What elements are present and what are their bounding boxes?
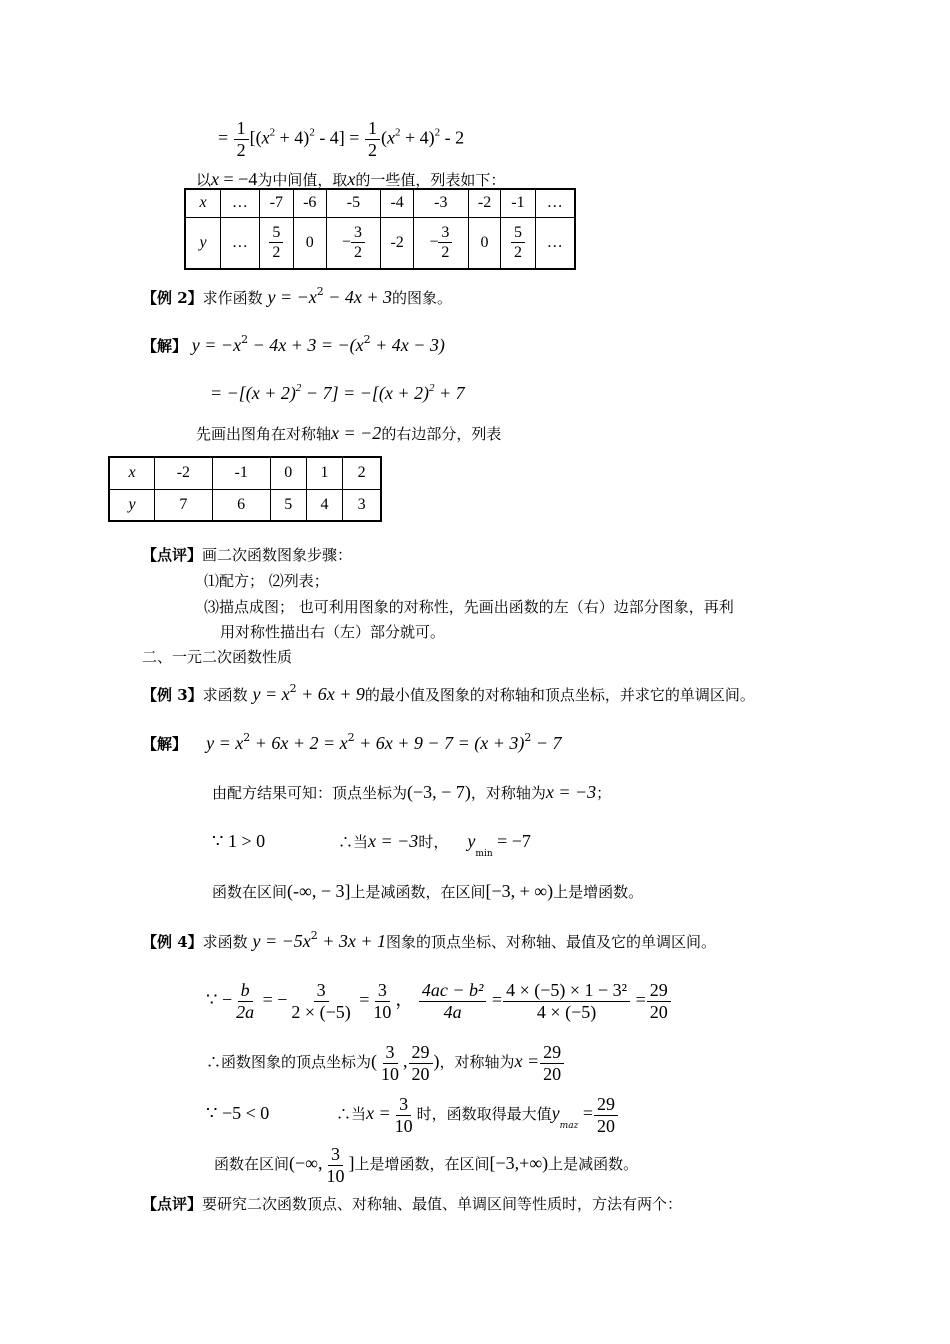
comment-1: 【点评】画二次函数图象步骤： bbox=[142, 546, 353, 564]
table2-y-label: y bbox=[109, 489, 155, 521]
table1-y-cell: 0 bbox=[293, 217, 326, 269]
example-2: 【例 2】求作函数 $y = -x^2 - 4x + 3$的图象。 bbox=[142, 285, 453, 307]
table2-y-cell: 7 bbox=[155, 489, 213, 521]
section-heading-2: 二、一元二次函数性质 bbox=[142, 648, 293, 666]
solution-3-line-4: 函数在区间(-∞, − 3]上是减函数，在区间[−3, + ∞)上是增函数。 bbox=[212, 881, 644, 901]
solution-3-line-1: 【解】 $y = x^2 + 6x + 2 = x^2 + 6x + 9 - 7 = (x + 3)^2 - 7$ bbox=[142, 731, 562, 753]
table1-x-cell: -3 bbox=[413, 189, 468, 217]
solution-4-line-3: ∵ −5 < 0 ∴当x = $\frac{3}{10}$ 时，函数取得最大值$y_{maz}$ = $\frac{29}{20}$ bbox=[206, 1094, 766, 1112]
solution-2-line-3: 先画出图角在对称轴x = −2的右边部分，列表 bbox=[196, 423, 502, 443]
table1-y-cell: $\frac{5}{2}$ bbox=[501, 217, 535, 269]
comment-2: 【点评】要研究二次函数顶点、对称轴、最值、单调区间等性质时，方法有两个： bbox=[142, 1195, 683, 1213]
table2-x-cell: 1 bbox=[306, 457, 342, 489]
table2-x-row bbox=[109, 457, 381, 489]
table2-y-cell: 5 bbox=[270, 489, 306, 521]
table2-y-row bbox=[109, 489, 381, 521]
example-3: 【例 3】求函数 $y = x^2 + 6x + 9$的最小值及图象的对称轴和顶点坐标，并求它的单调区间。 bbox=[142, 682, 755, 704]
table1-y-row bbox=[185, 217, 575, 269]
comment-1-steps: ⑴配方； ⑵列表； bbox=[204, 572, 329, 590]
table1-x-row bbox=[185, 189, 575, 217]
solution-3-line-3: ∵ 1 > 0 ∴当x = −3时， $y_{min} = -7$ bbox=[212, 831, 531, 859]
table2-x-cell: 2 bbox=[343, 457, 381, 489]
solution-3-line-2: 由配方结果可知：顶点坐标为(−3, − 7)，对称轴为x = −3； bbox=[212, 782, 612, 802]
table2-y-cell: 4 bbox=[306, 489, 342, 521]
table1-y-label: y bbox=[185, 217, 221, 269]
solution-2-line-2: = $-[(x + 2)^2 - 7] = -[(x + 2)^2 + 7$ bbox=[210, 382, 465, 403]
table1-y-cell: $\frac{5}{2}$ bbox=[259, 217, 293, 269]
table1-y-cell: − $\frac{3}{2}$ bbox=[326, 217, 381, 269]
comment-1-step3: ⑶描点成图； 也可利用图象的对称性，先画出函数的左（右）边部分图象，再利 bbox=[204, 598, 734, 616]
table1-x-cell: … bbox=[535, 189, 575, 217]
table1-x-cell: -5 bbox=[326, 189, 381, 217]
table2-x-label: x bbox=[109, 457, 155, 489]
table1-x-cell: -7 bbox=[259, 189, 293, 217]
solution-4-line-4: 函数在区间(−∞, $\frac{3}{10}$ ]上是增函数，在区间[−3,+∞)上是减函数。 bbox=[214, 1144, 639, 1186]
value-table-1 bbox=[184, 188, 576, 270]
table1-y-cell: … bbox=[535, 217, 575, 269]
table1-y-cell: … bbox=[221, 217, 260, 269]
table1-y-cell: 0 bbox=[468, 217, 501, 269]
solution-2-line-1: 【解】 $y = -x^2 - 4x + 3 = -(x^2 + 4x - 3)$ bbox=[142, 333, 445, 355]
comment-1-step3-cont: 用对称性描出右（左）部分就可。 bbox=[220, 623, 446, 641]
solution-4-line-2: ∴函数图象的顶点坐标为( $\frac{3}{10}$ , $\frac{29}{20}$ )，对称轴为x = $\frac{29}{20}$ bbox=[206, 1042, 565, 1084]
table1-x-cell: -1 bbox=[501, 189, 535, 217]
table1-x-cell: … bbox=[221, 189, 260, 217]
table1-x-cell: -2 bbox=[468, 189, 501, 217]
value-table-2 bbox=[108, 456, 382, 522]
example-4: 【例 4】求函数 $y = -5x^2 + 3x + 1$图象的顶点坐标、对称轴、最值及它的单调区间。 bbox=[142, 929, 717, 951]
table1-x-cell: -4 bbox=[381, 189, 414, 217]
table1-y-cell: -2 bbox=[381, 217, 414, 269]
table1-y-cell: − $\frac{3}{2}$ bbox=[413, 217, 468, 269]
table2-y-cell: 3 bbox=[343, 489, 381, 521]
formula-line-1: = $\frac{1}{2}$ $[(x^2 + 4)^2 - 4]$ = $\frac{1}{2}$ $(x^2 + 4)^2 - 2$ bbox=[218, 118, 465, 160]
table2-x-cell: -1 bbox=[212, 457, 270, 489]
table2-x-cell: -2 bbox=[155, 457, 213, 489]
table2-y-cell: 6 bbox=[212, 489, 270, 521]
table1-x-cell: -6 bbox=[293, 189, 326, 217]
solution-4-line-1: ∵ − $\frac{b}{2a}$ = − $\frac{3}{2 \times (-5)}$ = $\frac{3}{10}$ ， $\frac{\text{4ac − b²}}{4a}$ = $\frac{\text{4 × (−5) × 1 − 3²}}{4 \times (-5)}$ = $\frac{29}{20}$ bbox=[206, 980, 672, 1022]
table2-x-cell: 0 bbox=[270, 457, 306, 489]
table1-x-label: x bbox=[185, 189, 221, 217]
table1-intro: 以x = −4为中间值，取x的一些值，列表如下： bbox=[196, 169, 506, 189]
